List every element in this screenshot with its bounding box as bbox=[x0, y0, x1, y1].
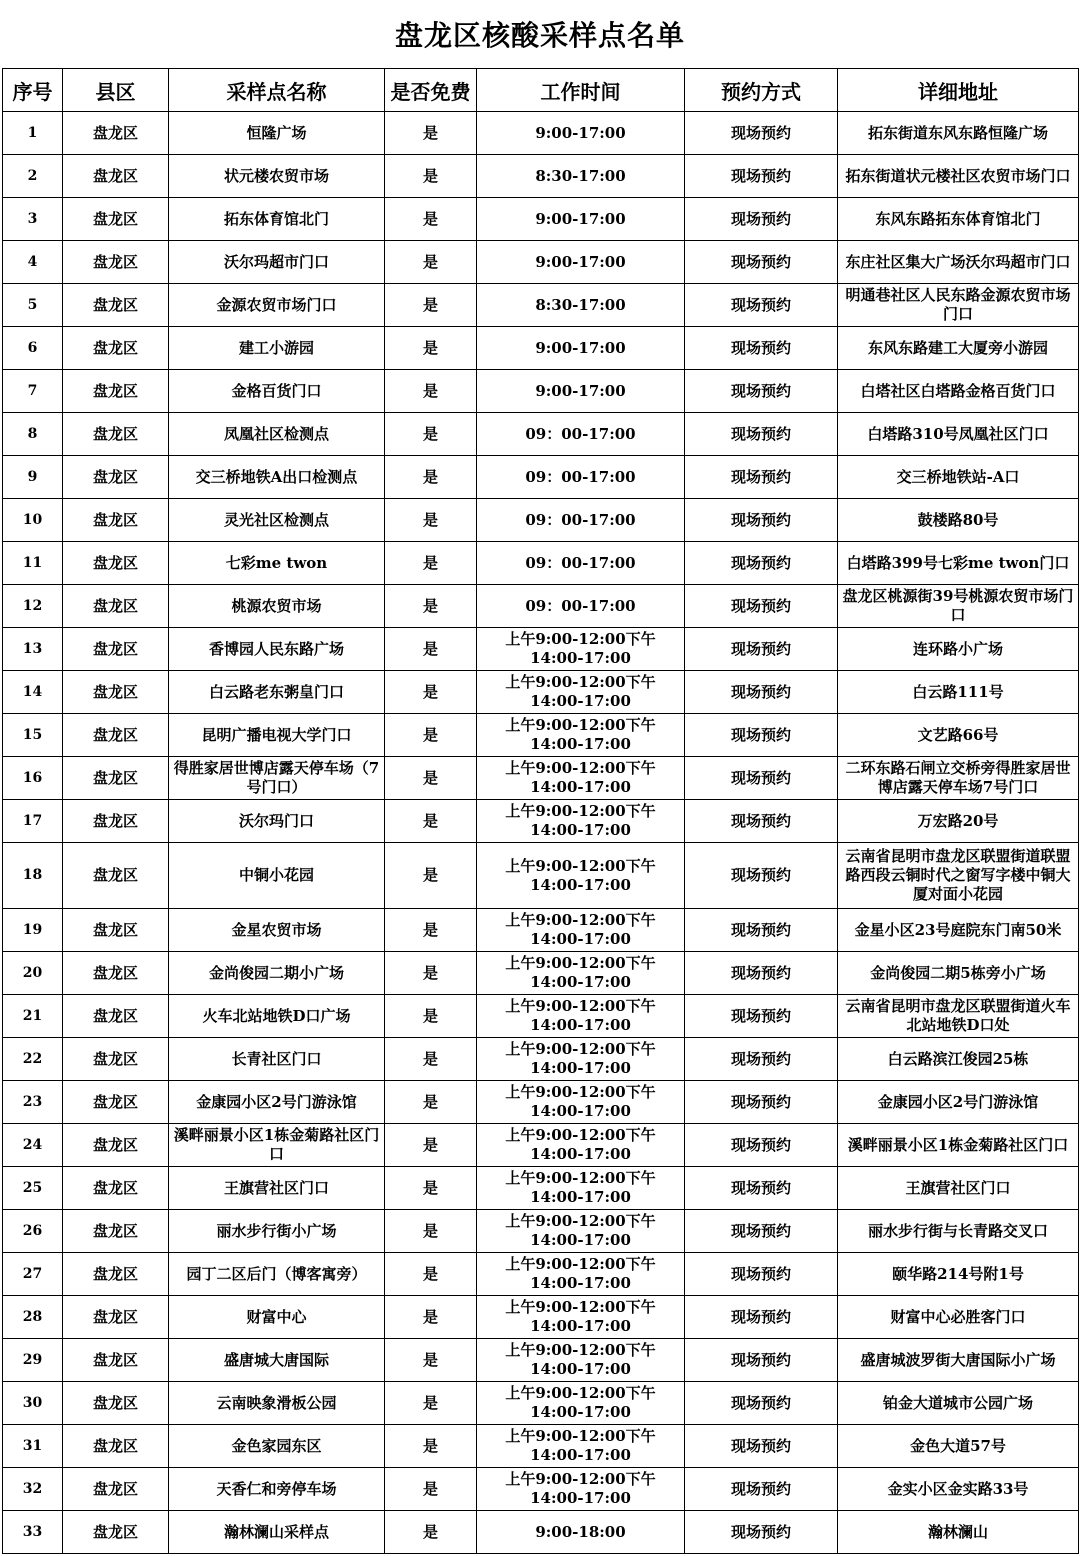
cell-hours: 9:00-17:00 bbox=[477, 370, 685, 413]
cell-site-name: 灵光社区检测点 bbox=[169, 499, 385, 542]
cell-no: 27 bbox=[3, 1253, 63, 1296]
cell-address: 白塔路399号七彩me twon门口 bbox=[838, 542, 1079, 585]
cell-district: 盘龙区 bbox=[63, 1167, 169, 1210]
cell-district: 盘龙区 bbox=[63, 155, 169, 198]
cell-district: 盘龙区 bbox=[63, 952, 169, 995]
cell-no: 22 bbox=[3, 1038, 63, 1081]
cell-free: 是 bbox=[385, 585, 477, 628]
cell-free: 是 bbox=[385, 542, 477, 585]
cell-site-name: 沃尔玛超市门口 bbox=[169, 241, 385, 284]
cell-district: 盘龙区 bbox=[63, 757, 169, 800]
cell-district: 盘龙区 bbox=[63, 456, 169, 499]
cell-no: 14 bbox=[3, 671, 63, 714]
table-row bbox=[3, 1339, 1079, 1382]
table-row bbox=[3, 1081, 1079, 1124]
table-row bbox=[3, 1038, 1079, 1081]
cell-booking: 现场预约 bbox=[685, 1382, 838, 1425]
cell-hours: 上午9:00-12:00下午14:00-17:00 bbox=[477, 1382, 685, 1425]
table-row bbox=[3, 757, 1079, 800]
header-address: 详细地址 bbox=[838, 69, 1079, 112]
cell-no: 13 bbox=[3, 628, 63, 671]
cell-hours: 上午9:00-12:00下午14:00-17:00 bbox=[477, 995, 685, 1038]
cell-district: 盘龙区 bbox=[63, 1210, 169, 1253]
table-row bbox=[3, 284, 1079, 327]
cell-booking: 现场预约 bbox=[685, 456, 838, 499]
cell-site-name: 长青社区门口 bbox=[169, 1038, 385, 1081]
cell-district: 盘龙区 bbox=[63, 370, 169, 413]
cell-free: 是 bbox=[385, 327, 477, 370]
cell-site-name: 中铜小花园 bbox=[169, 843, 385, 909]
table-row bbox=[3, 327, 1079, 370]
cell-district: 盘龙区 bbox=[63, 241, 169, 284]
cell-site-name: 王旗营社区门口 bbox=[169, 1167, 385, 1210]
table-row bbox=[3, 542, 1079, 585]
cell-address: 白塔路310号凤凰社区门口 bbox=[838, 413, 1079, 456]
cell-district: 盘龙区 bbox=[63, 628, 169, 671]
cell-district: 盘龙区 bbox=[63, 585, 169, 628]
cell-site-name: 状元楼农贸市场 bbox=[169, 155, 385, 198]
cell-no: 28 bbox=[3, 1296, 63, 1339]
cell-site-name: 财富中心 bbox=[169, 1296, 385, 1339]
cell-district: 盘龙区 bbox=[63, 112, 169, 155]
cell-no: 26 bbox=[3, 1210, 63, 1253]
cell-address: 东风东路拓东体育馆北门 bbox=[838, 198, 1079, 241]
cell-no: 11 bbox=[3, 542, 63, 585]
cell-no: 15 bbox=[3, 714, 63, 757]
cell-booking: 现场预约 bbox=[685, 1124, 838, 1167]
cell-free: 是 bbox=[385, 155, 477, 198]
cell-free: 是 bbox=[385, 499, 477, 542]
cell-free: 是 bbox=[385, 198, 477, 241]
cell-hours: 上午9:00-12:00下午14:00-17:00 bbox=[477, 671, 685, 714]
cell-address: 云南省昆明市盘龙区联盟街道火车北站地铁D口处 bbox=[838, 995, 1079, 1038]
table-row bbox=[3, 628, 1079, 671]
cell-no: 1 bbox=[3, 112, 63, 155]
cell-address: 白云路111号 bbox=[838, 671, 1079, 714]
cell-no: 31 bbox=[3, 1425, 63, 1468]
cell-site-name: 凤凰社区检测点 bbox=[169, 413, 385, 456]
cell-district: 盘龙区 bbox=[63, 284, 169, 327]
cell-site-name: 金源农贸市场门口 bbox=[169, 284, 385, 327]
cell-district: 盘龙区 bbox=[63, 1296, 169, 1339]
cell-no: 16 bbox=[3, 757, 63, 800]
cell-booking: 现场预约 bbox=[685, 241, 838, 284]
cell-hours: 上午9:00-12:00下午14:00-17:00 bbox=[477, 1296, 685, 1339]
cell-hours: 9:00-17:00 bbox=[477, 327, 685, 370]
page-title: 盘龙区核酸采样点名单 bbox=[394, 19, 685, 52]
cell-no: 2 bbox=[3, 155, 63, 198]
cell-address: 交三桥地铁站-A口 bbox=[838, 456, 1079, 499]
cell-free: 是 bbox=[385, 1253, 477, 1296]
cell-no: 32 bbox=[3, 1468, 63, 1511]
cell-free: 是 bbox=[385, 714, 477, 757]
cell-free: 是 bbox=[385, 1382, 477, 1425]
table-row bbox=[3, 370, 1079, 413]
cell-booking: 现场预约 bbox=[685, 1296, 838, 1339]
cell-booking: 现场预约 bbox=[685, 952, 838, 995]
cell-hours: 上午9:00-12:00下午14:00-17:00 bbox=[477, 1253, 685, 1296]
cell-free: 是 bbox=[385, 1081, 477, 1124]
table-row bbox=[3, 499, 1079, 542]
cell-district: 盘龙区 bbox=[63, 499, 169, 542]
cell-free: 是 bbox=[385, 1210, 477, 1253]
cell-booking: 现场预约 bbox=[685, 1081, 838, 1124]
cell-free: 是 bbox=[385, 1124, 477, 1167]
cell-address: 金色大道57号 bbox=[838, 1425, 1079, 1468]
cell-free: 是 bbox=[385, 1167, 477, 1210]
cell-booking: 现场预约 bbox=[685, 1511, 838, 1554]
cell-address: 东风东路建工大厦旁小游园 bbox=[838, 327, 1079, 370]
cell-hours: 09：00-17:00 bbox=[477, 585, 685, 628]
cell-hours: 09：00-17:00 bbox=[477, 456, 685, 499]
cell-hours: 上午9:00-12:00下午14:00-17:00 bbox=[477, 909, 685, 952]
cell-site-name: 香博园人民东路广场 bbox=[169, 628, 385, 671]
cell-booking: 现场预约 bbox=[685, 714, 838, 757]
cell-hours: 上午9:00-12:00下午14:00-17:00 bbox=[477, 1339, 685, 1382]
cell-free: 是 bbox=[385, 628, 477, 671]
cell-booking: 现场预约 bbox=[685, 542, 838, 585]
cell-free: 是 bbox=[385, 1038, 477, 1081]
cell-booking: 现场预约 bbox=[685, 1339, 838, 1382]
cell-no: 10 bbox=[3, 499, 63, 542]
cell-site-name: 天香仁和旁停车场 bbox=[169, 1468, 385, 1511]
cell-booking: 现场预约 bbox=[685, 499, 838, 542]
cell-hours: 上午9:00-12:00下午14:00-17:00 bbox=[477, 800, 685, 843]
table-row bbox=[3, 1296, 1079, 1339]
cell-booking: 现场预约 bbox=[685, 671, 838, 714]
cell-site-name: 云南映象滑板公园 bbox=[169, 1382, 385, 1425]
cell-district: 盘龙区 bbox=[63, 1511, 169, 1554]
cell-free: 是 bbox=[385, 1339, 477, 1382]
cell-booking: 现场预约 bbox=[685, 843, 838, 909]
cell-free: 是 bbox=[385, 952, 477, 995]
cell-district: 盘龙区 bbox=[63, 671, 169, 714]
cell-site-name: 恒隆广场 bbox=[169, 112, 385, 155]
cell-free: 是 bbox=[385, 1511, 477, 1554]
cell-no: 18 bbox=[3, 843, 63, 909]
cell-no: 33 bbox=[3, 1511, 63, 1554]
cell-no: 21 bbox=[3, 995, 63, 1038]
cell-site-name: 溪畔丽景小区1栋金菊路社区门口 bbox=[169, 1124, 385, 1167]
cell-no: 6 bbox=[3, 327, 63, 370]
cell-free: 是 bbox=[385, 671, 477, 714]
cell-free: 是 bbox=[385, 456, 477, 499]
cell-site-name: 七彩me twon bbox=[169, 542, 385, 585]
cell-site-name: 建工小游园 bbox=[169, 327, 385, 370]
cell-address: 盛唐城波罗街大唐国际小广场 bbox=[838, 1339, 1079, 1382]
cell-address: 溪畔丽景小区1栋金菊路社区门口 bbox=[838, 1124, 1079, 1167]
cell-free: 是 bbox=[385, 909, 477, 952]
cell-address: 王旗营社区门口 bbox=[838, 1167, 1079, 1210]
table-body bbox=[3, 112, 1079, 1554]
cell-hours: 上午9:00-12:00下午14:00-17:00 bbox=[477, 714, 685, 757]
cell-hours: 上午9:00-12:00下午14:00-17:00 bbox=[477, 1210, 685, 1253]
cell-hours: 9:00-17:00 bbox=[477, 198, 685, 241]
cell-no: 7 bbox=[3, 370, 63, 413]
cell-hours: 上午9:00-12:00下午14:00-17:00 bbox=[477, 843, 685, 909]
cell-booking: 现场预约 bbox=[685, 1167, 838, 1210]
cell-site-name: 交三桥地铁A出口检测点 bbox=[169, 456, 385, 499]
header-site-name: 采样点名称 bbox=[169, 69, 385, 112]
cell-address: 连环路小广场 bbox=[838, 628, 1079, 671]
cell-address: 金康园小区2号门游泳馆 bbox=[838, 1081, 1079, 1124]
cell-site-name: 园丁二区后门（博客寓旁） bbox=[169, 1253, 385, 1296]
table-row bbox=[3, 1253, 1079, 1296]
cell-district: 盘龙区 bbox=[63, 1253, 169, 1296]
cell-hours: 9:00-17:00 bbox=[477, 241, 685, 284]
cell-district: 盘龙区 bbox=[63, 843, 169, 909]
cell-address: 拓东街道东风东路恒隆广场 bbox=[838, 112, 1079, 155]
cell-free: 是 bbox=[385, 800, 477, 843]
cell-hours: 上午9:00-12:00下午14:00-17:00 bbox=[477, 1124, 685, 1167]
cell-hours: 8:30-17:00 bbox=[477, 284, 685, 327]
cell-address: 丽水步行街与长青路交叉口 bbox=[838, 1210, 1079, 1253]
cell-hours: 09：00-17:00 bbox=[477, 413, 685, 456]
cell-site-name: 金尚俊园二期小广场 bbox=[169, 952, 385, 995]
cell-no: 4 bbox=[3, 241, 63, 284]
cell-address: 二环东路石闸立交桥旁得胜家居世博店露天停车场7号门口 bbox=[838, 757, 1079, 800]
cell-booking: 现场预约 bbox=[685, 112, 838, 155]
cell-address: 拓东街道状元楼社区农贸市场门口 bbox=[838, 155, 1079, 198]
table-row bbox=[3, 585, 1079, 628]
cell-address: 白云路滨江俊园25栋 bbox=[838, 1038, 1079, 1081]
cell-site-name: 昆明广播电视大学门口 bbox=[169, 714, 385, 757]
table-row bbox=[3, 456, 1079, 499]
table-row bbox=[3, 155, 1079, 198]
cell-no: 24 bbox=[3, 1124, 63, 1167]
cell-no: 23 bbox=[3, 1081, 63, 1124]
cell-address: 颐华路214号附1号 bbox=[838, 1253, 1079, 1296]
cell-hours: 上午9:00-12:00下午14:00-17:00 bbox=[477, 1167, 685, 1210]
cell-site-name: 拓东体育馆北门 bbox=[169, 198, 385, 241]
cell-district: 盘龙区 bbox=[63, 327, 169, 370]
table-row bbox=[3, 1167, 1079, 1210]
cell-no: 3 bbox=[3, 198, 63, 241]
cell-free: 是 bbox=[385, 284, 477, 327]
cell-address: 白塔社区白塔路金格百货门口 bbox=[838, 370, 1079, 413]
cell-district: 盘龙区 bbox=[63, 1038, 169, 1081]
cell-district: 盘龙区 bbox=[63, 1468, 169, 1511]
cell-booking: 现场预约 bbox=[685, 757, 838, 800]
cell-booking: 现场预约 bbox=[685, 800, 838, 843]
cell-free: 是 bbox=[385, 843, 477, 909]
cell-free: 是 bbox=[385, 413, 477, 456]
cell-booking: 现场预约 bbox=[685, 585, 838, 628]
table-row bbox=[3, 241, 1079, 284]
cell-booking: 现场预约 bbox=[685, 327, 838, 370]
cell-no: 20 bbox=[3, 952, 63, 995]
table-row bbox=[3, 1124, 1079, 1167]
table-row bbox=[3, 1382, 1079, 1425]
table-row bbox=[3, 1511, 1079, 1554]
cell-site-name: 沃尔玛门口 bbox=[169, 800, 385, 843]
cell-site-name: 金康园小区2号门游泳馆 bbox=[169, 1081, 385, 1124]
cell-no: 19 bbox=[3, 909, 63, 952]
cell-address: 盘龙区桃源街39号桃源农贸市场门口 bbox=[838, 585, 1079, 628]
cell-no: 8 bbox=[3, 413, 63, 456]
cell-free: 是 bbox=[385, 1468, 477, 1511]
cell-hours: 上午9:00-12:00下午14:00-17:00 bbox=[477, 1468, 685, 1511]
table-row bbox=[3, 671, 1079, 714]
cell-site-name: 盛唐城大唐国际 bbox=[169, 1339, 385, 1382]
table-row bbox=[3, 800, 1079, 843]
cell-free: 是 bbox=[385, 995, 477, 1038]
cell-booking: 现场预约 bbox=[685, 1038, 838, 1081]
cell-booking: 现场预约 bbox=[685, 155, 838, 198]
cell-address: 万宏路20号 bbox=[838, 800, 1079, 843]
cell-district: 盘龙区 bbox=[63, 909, 169, 952]
cell-hours: 8:30-17:00 bbox=[477, 155, 685, 198]
cell-address: 金尚俊园二期5栋旁小广场 bbox=[838, 952, 1079, 995]
header-free: 是否免费 bbox=[385, 69, 477, 112]
cell-free: 是 bbox=[385, 370, 477, 413]
cell-site-name: 火车北站地铁D口广场 bbox=[169, 995, 385, 1038]
cell-booking: 现场预约 bbox=[685, 413, 838, 456]
cell-no: 5 bbox=[3, 284, 63, 327]
cell-site-name: 桃源农贸市场 bbox=[169, 585, 385, 628]
cell-hours: 上午9:00-12:00下午14:00-17:00 bbox=[477, 757, 685, 800]
cell-booking: 现场预约 bbox=[685, 370, 838, 413]
cell-district: 盘龙区 bbox=[63, 1339, 169, 1382]
cell-booking: 现场预约 bbox=[685, 1468, 838, 1511]
cell-booking: 现场预约 bbox=[685, 1210, 838, 1253]
cell-site-name: 金色家园东区 bbox=[169, 1425, 385, 1468]
cell-no: 9 bbox=[3, 456, 63, 499]
cell-booking: 现场预约 bbox=[685, 198, 838, 241]
cell-booking: 现场预约 bbox=[685, 628, 838, 671]
cell-address: 铂金大道城市公园广场 bbox=[838, 1382, 1079, 1425]
header-booking: 预约方式 bbox=[685, 69, 838, 112]
header-hours: 工作时间 bbox=[477, 69, 685, 112]
cell-district: 盘龙区 bbox=[63, 1081, 169, 1124]
table-row bbox=[3, 198, 1079, 241]
cell-no: 12 bbox=[3, 585, 63, 628]
cell-district: 盘龙区 bbox=[63, 714, 169, 757]
cell-district: 盘龙区 bbox=[63, 1425, 169, 1468]
cell-hours: 上午9:00-12:00下午14:00-17:00 bbox=[477, 1038, 685, 1081]
table-row bbox=[3, 995, 1079, 1038]
cell-free: 是 bbox=[385, 112, 477, 155]
cell-booking: 现场预约 bbox=[685, 1425, 838, 1468]
cell-district: 盘龙区 bbox=[63, 198, 169, 241]
cell-free: 是 bbox=[385, 1296, 477, 1339]
table-row bbox=[3, 1425, 1079, 1468]
cell-address: 东庄社区集大广场沃尔玛超市门口 bbox=[838, 241, 1079, 284]
cell-address: 财富中心必胜客门口 bbox=[838, 1296, 1079, 1339]
table-row bbox=[3, 714, 1079, 757]
table-row bbox=[3, 112, 1079, 155]
cell-address: 文艺路66号 bbox=[838, 714, 1079, 757]
cell-no: 29 bbox=[3, 1339, 63, 1382]
cell-address: 瀚林澜山 bbox=[838, 1511, 1079, 1554]
cell-address: 金实小区金实路33号 bbox=[838, 1468, 1079, 1511]
cell-free: 是 bbox=[385, 757, 477, 800]
cell-free: 是 bbox=[385, 1425, 477, 1468]
cell-site-name: 瀚林澜山采样点 bbox=[169, 1511, 385, 1554]
table-row bbox=[3, 413, 1079, 456]
cell-address: 明通巷社区人民东路金源农贸市场门口 bbox=[838, 284, 1079, 327]
cell-hours: 上午9:00-12:00下午14:00-17:00 bbox=[477, 1081, 685, 1124]
cell-site-name: 得胜家居世博店露天停车场（7号门口） bbox=[169, 757, 385, 800]
cell-hours: 上午9:00-12:00下午14:00-17:00 bbox=[477, 628, 685, 671]
table-row bbox=[3, 952, 1079, 995]
header-district: 县区 bbox=[63, 69, 169, 112]
table-row bbox=[3, 843, 1079, 909]
sampling-sites-table bbox=[2, 68, 1079, 1554]
cell-booking: 现场预约 bbox=[685, 995, 838, 1038]
cell-district: 盘龙区 bbox=[63, 413, 169, 456]
cell-hours: 9:00-18:00 bbox=[477, 1511, 685, 1554]
cell-site-name: 金格百货门口 bbox=[169, 370, 385, 413]
cell-district: 盘龙区 bbox=[63, 542, 169, 585]
table-row bbox=[3, 909, 1079, 952]
cell-hours: 9:00-17:00 bbox=[477, 112, 685, 155]
cell-district: 盘龙区 bbox=[63, 1382, 169, 1425]
cell-booking: 现场预约 bbox=[685, 909, 838, 952]
cell-booking: 现场预约 bbox=[685, 284, 838, 327]
cell-district: 盘龙区 bbox=[63, 800, 169, 843]
cell-district: 盘龙区 bbox=[63, 995, 169, 1038]
cell-no: 30 bbox=[3, 1382, 63, 1425]
cell-site-name: 白云路老东粥皇门口 bbox=[169, 671, 385, 714]
table-header-row bbox=[3, 69, 1079, 112]
header-no: 序号 bbox=[3, 69, 63, 112]
cell-hours: 上午9:00-12:00下午14:00-17:00 bbox=[477, 952, 685, 995]
cell-site-name: 丽水步行街小广场 bbox=[169, 1210, 385, 1253]
cell-address: 金星小区23号庭院东门南50米 bbox=[838, 909, 1079, 952]
cell-address: 鼓楼路80号 bbox=[838, 499, 1079, 542]
cell-site-name: 金星农贸市场 bbox=[169, 909, 385, 952]
cell-hours: 上午9:00-12:00下午14:00-17:00 bbox=[477, 1425, 685, 1468]
cell-free: 是 bbox=[385, 241, 477, 284]
cell-booking: 现场预约 bbox=[685, 1253, 838, 1296]
cell-district: 盘龙区 bbox=[63, 1124, 169, 1167]
cell-no: 17 bbox=[3, 800, 63, 843]
cell-address: 云南省昆明市盘龙区联盟街道联盟路西段云铜时代之窗写字楼中铜大厦对面小花园 bbox=[838, 843, 1079, 909]
cell-no: 25 bbox=[3, 1167, 63, 1210]
cell-hours: 09：00-17:00 bbox=[477, 499, 685, 542]
table-row bbox=[3, 1468, 1079, 1511]
cell-hours: 09：00-17:00 bbox=[477, 542, 685, 585]
table-row bbox=[3, 1210, 1079, 1253]
